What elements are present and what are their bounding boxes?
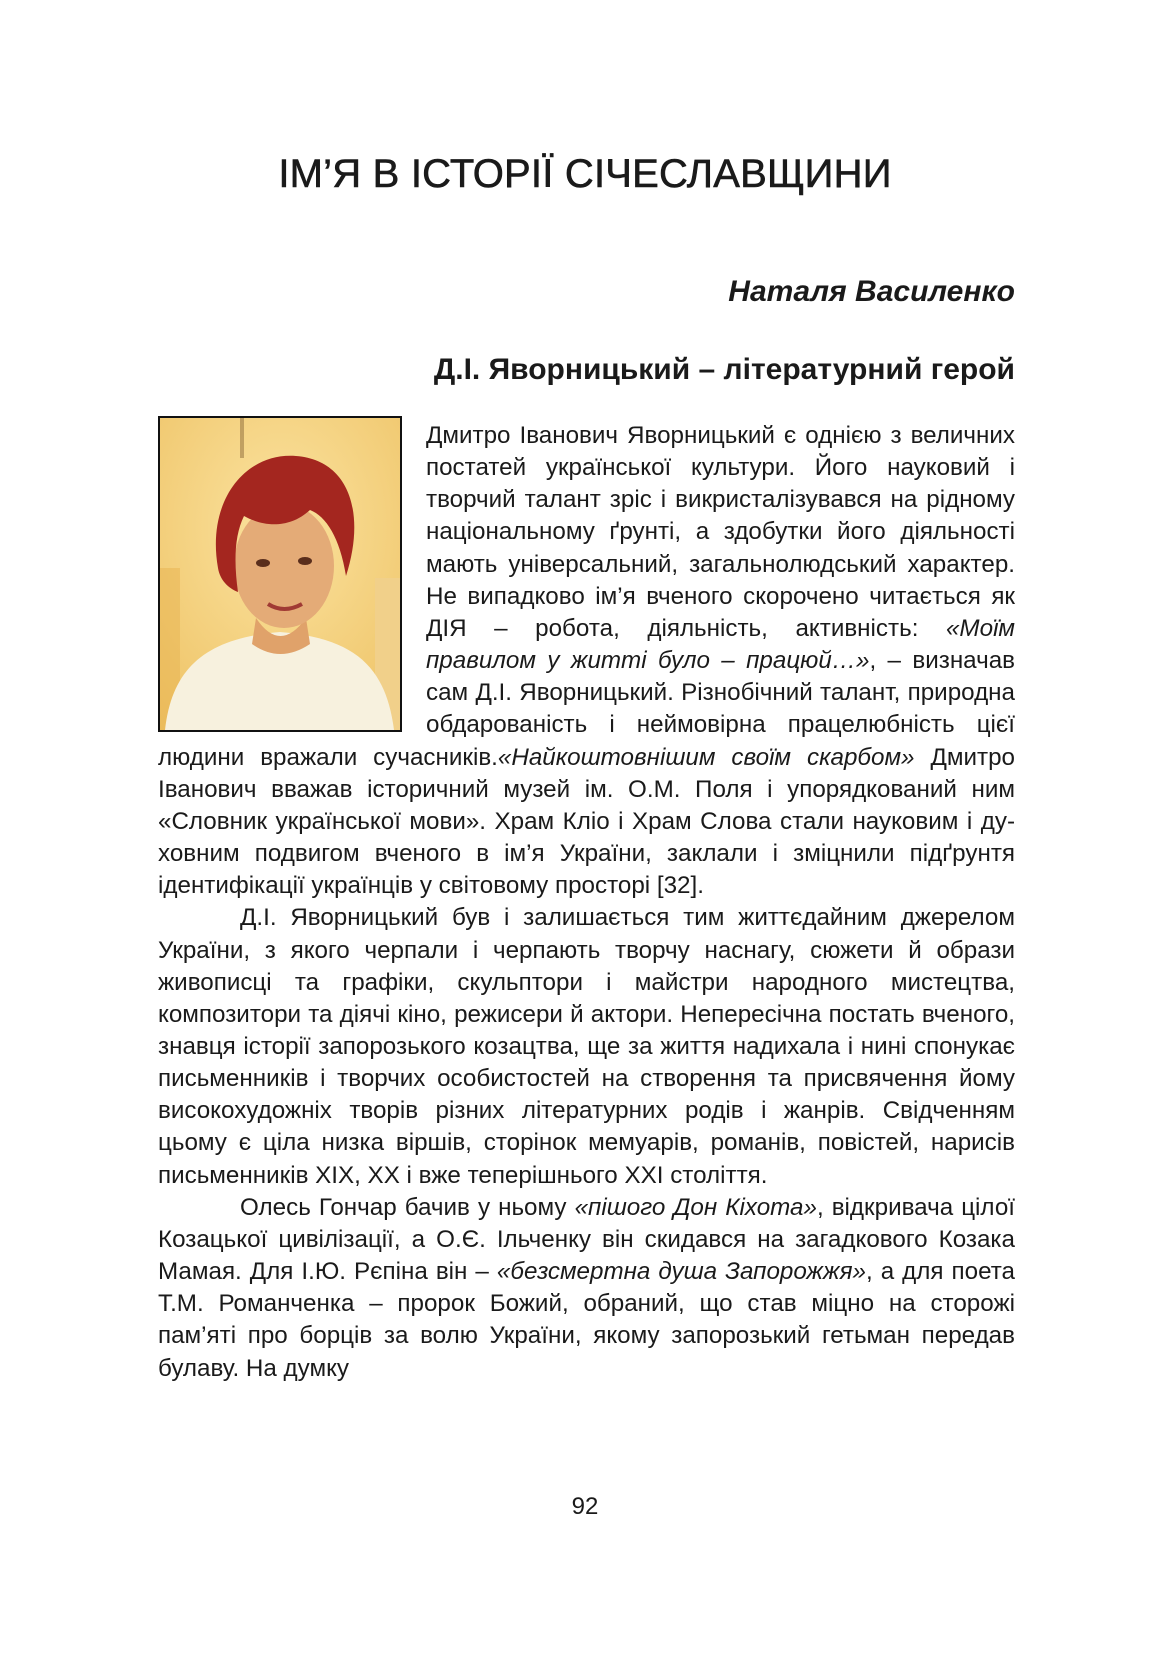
section-title: ІМ’Я В ІСТОРІЇ СІЧЕСЛАВЩИНИ	[278, 152, 892, 196]
body-text: , – визначав сам Д.І. Яворницький. Різнобічний талант, природна обдарованість і неймовірна працелюбність цієї людини вражали сучасників.	[158, 647, 1016, 771]
article-title: Д.І. Яворницький – літературний герой	[433, 353, 1015, 386]
body-text: , відкривача цілої Козацької цивілізації, а О.Є. Ільченку він скидався на загадкового Козака Мамая. Для І.Ю. Рєпіна він –	[158, 1193, 1015, 1286]
paragraph-3	[158, 1192, 1015, 1385]
page-number: 92	[571, 1493, 599, 1520]
body-text: Д.І. Яворницький був і залишається тим життєдайним джерелом України, з якого черпали і черпають творчу наснагу, сюжети й образи живописці та графіки, скульптори і майстри народного мистецтва, композитори та діячі кіно, режисери й актори. Непересічна постать вченого, знавця історії запорозького козацтва, ще за життя надихала і нині спонукає письменників і творчих особистостей на створення та присвячення йому високохудожніх творів різних літературних родів і жанрів. Свідченням цьому є ціла низка віршів, сторінок мемуарів, романів, повістей, нарисів письменників XIX, XX і вже теперішнього XXI століття.	[158, 904, 1015, 1189]
quote-text: «Найкоштовнішим своїм скарбом»	[497, 743, 915, 771]
author-name: Наталя Василенко	[728, 275, 1015, 308]
article-body	[158, 420, 1015, 1385]
quote-text: «Моїм правилом у житті було – працюй…»	[426, 614, 1015, 675]
quote-text: «безсмертна душа Запорожжя»	[496, 1258, 866, 1286]
author-portrait	[158, 416, 402, 732]
body-text: Дмитро Іванович Яворницький є однією з величних постатей української культури. Його науковий і творчий талант зріс і викристалізувався на рідному національному ґрунті, а здобутки його діяльності мають універсальний, загальнолюдський характер. Не випадково ім’я вченого скорочено читається як ДІЯ – робота, діяльність, активність:	[426, 422, 1015, 642]
body-text: , а для поета Т.М. Романченка – пророк Божий, обраний, що став міцно на сторожі пам’яті про борців за волю України, якому запорозький гетьман передав булаву. На думку	[158, 1258, 1015, 1382]
quote-text: «пішого Дон Кіхота»	[574, 1193, 817, 1221]
paragraph-2	[158, 902, 1015, 1191]
body-text: Дмитро Іванович вважав історичний музей ім. О.М. Поля і упорядкований ним «Словник української мови». Храм Кліо і Храм Слова стали науковим і духовним подвигом вченого в ім’я України, заклали і зміцнили підґрунтя ідентифікації українців у світовому просторі [32].	[158, 743, 1015, 900]
body-text: Олесь Гончар бачив у ньому	[240, 1193, 575, 1221]
portrait-photo	[160, 418, 400, 730]
